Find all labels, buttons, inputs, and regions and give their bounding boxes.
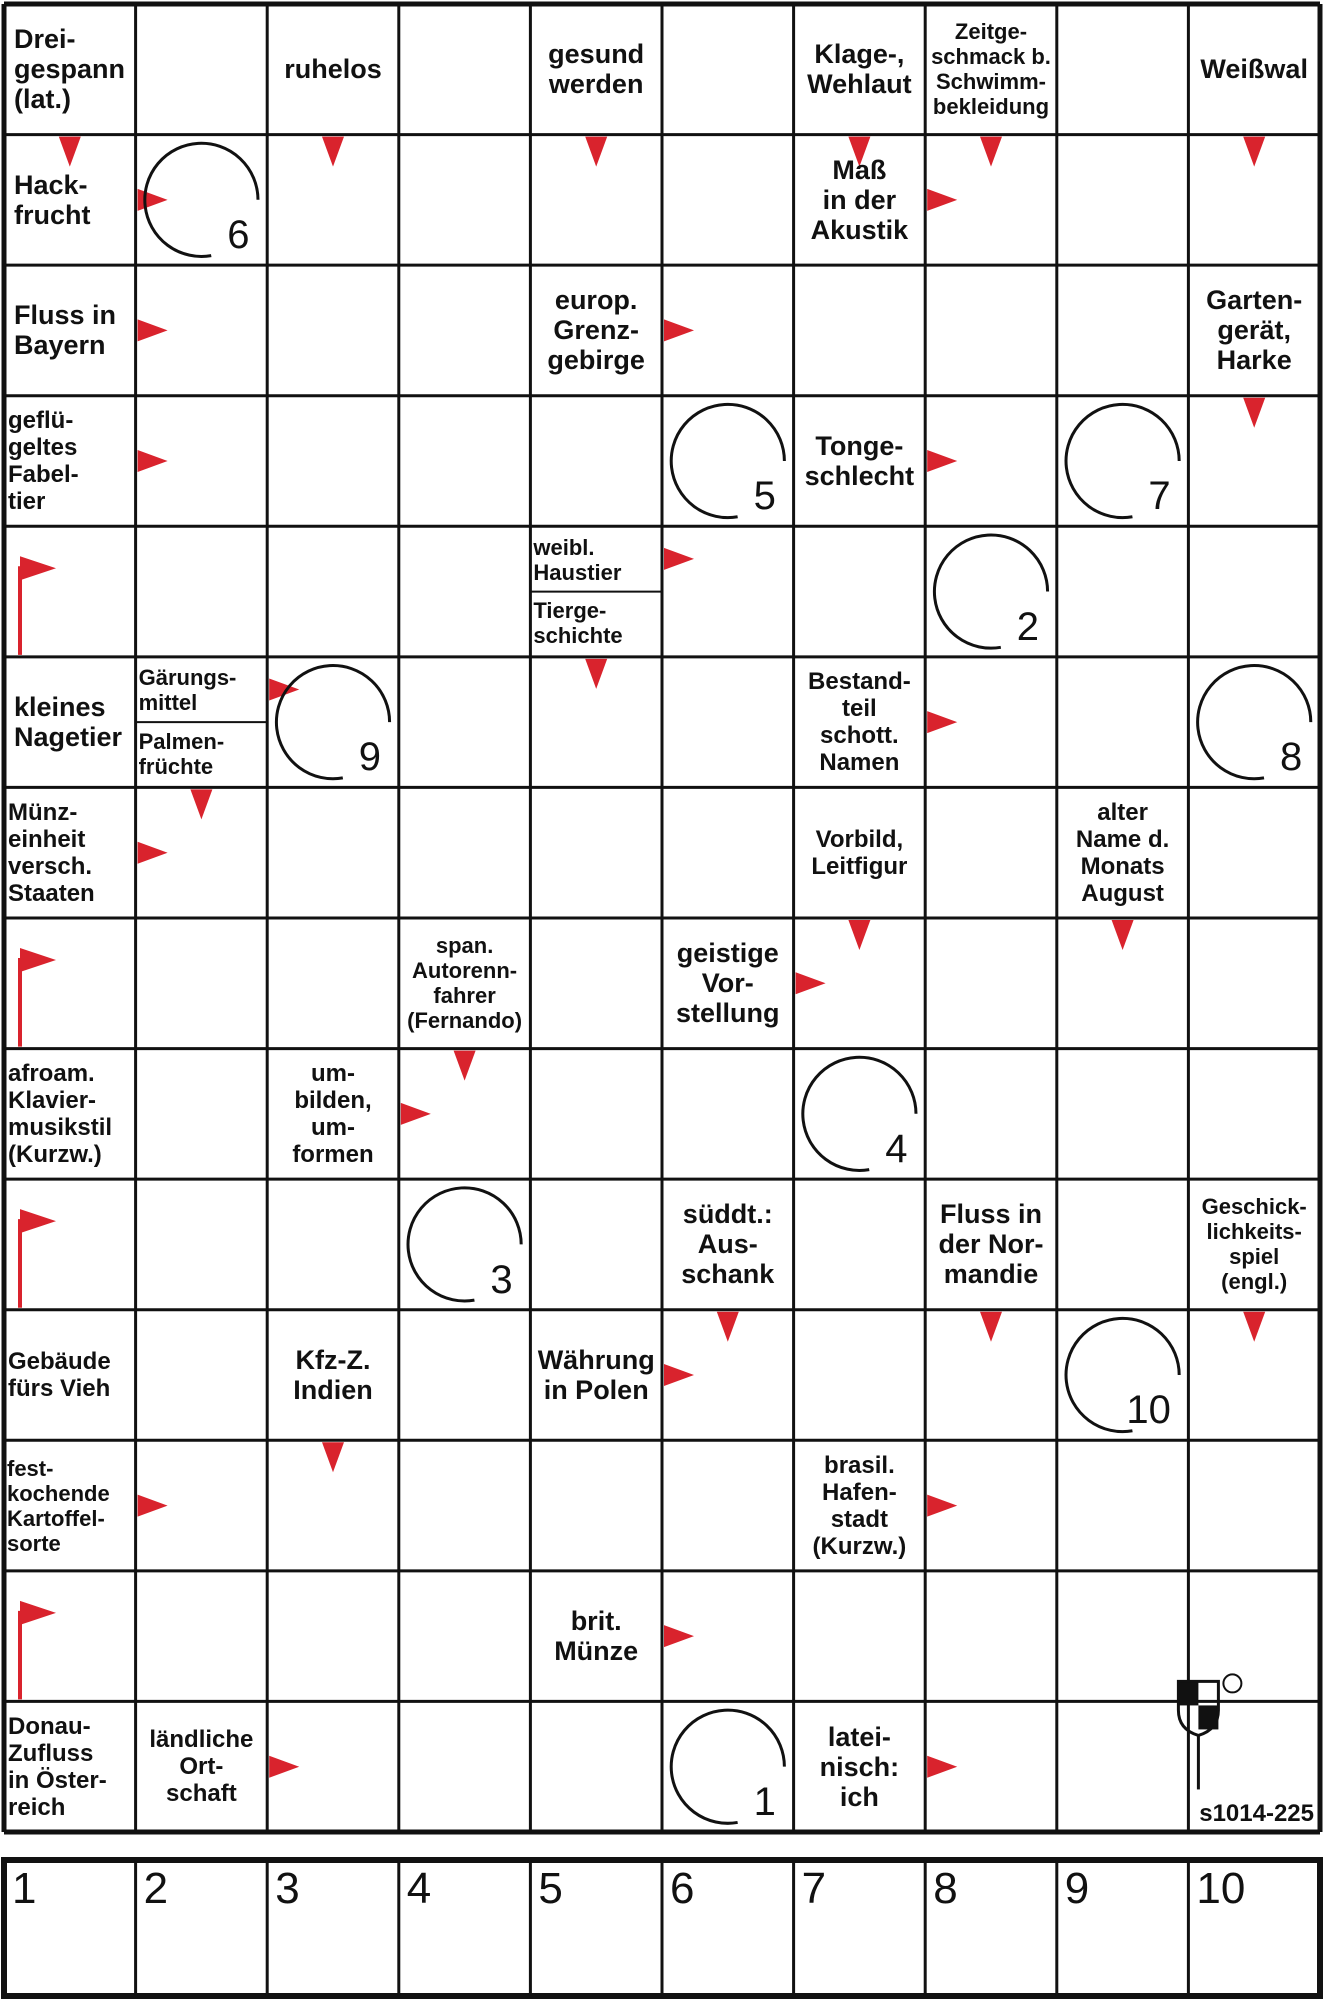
arrow-right-icon [927, 189, 957, 211]
clue-cell: geflü- geltes Fabel- tier [8, 406, 79, 515]
arrow-right-icon [401, 1103, 431, 1125]
clue-cell: Münz- einheit versch. Staaten [8, 798, 95, 907]
clue-cell: Drei- gespann (lat.) [14, 24, 126, 115]
clue-cell: Maß in der Akustik [810, 154, 909, 245]
logo-shield-icon [1178, 1681, 1198, 1705]
solution-number: 10 [1126, 1388, 1171, 1433]
clue-cell: Bestand- teil schott. Namen [808, 668, 911, 777]
arrow-down-icon [1243, 398, 1265, 428]
clue-cell: Vorbild, Leitfigur [811, 825, 908, 880]
clue-cell: latei- nisch: ich [819, 1721, 900, 1812]
arrow-right-icon [138, 189, 168, 211]
arrow-down-icon [1112, 920, 1134, 950]
clue-cell: afroam. Klavier- musikstil (Kurzw.) [8, 1059, 113, 1168]
clue-cell: Gebäude fürs Vieh [8, 1347, 111, 1402]
solution-number: 7 [1148, 474, 1171, 519]
clue-cell: süddt.: Aus- schank [681, 1199, 775, 1290]
arrow-down-icon [585, 659, 607, 689]
clue-cell: Währung in Polen [537, 1344, 655, 1405]
answer-cell-number: 8 [933, 1864, 958, 1913]
arrow-right-icon [664, 1625, 694, 1647]
solution-number: 8 [1280, 735, 1303, 780]
arrow-down-icon [980, 1312, 1002, 1342]
arrow-down-icon [454, 1051, 476, 1081]
clue-cell: Fluss in Bayern [14, 300, 117, 361]
clue-cell: alter Name d. Monats August [1075, 798, 1170, 907]
solution-number: 5 [753, 474, 776, 519]
answer-row-lines [4, 1860, 1320, 1996]
answer-cell-number: 2 [143, 1864, 169, 1913]
clue-cell: brit. Münze [554, 1606, 639, 1667]
arrow-down-icon [322, 1442, 344, 1472]
flag-arrow-icon [20, 1209, 56, 1233]
clue-cell: kleines Nagetier [14, 692, 123, 753]
answer-cell-number: 5 [538, 1864, 563, 1913]
solution-number: 2 [1016, 604, 1040, 649]
arrow-down-icon [980, 137, 1002, 167]
solution-number: 1 [753, 1780, 776, 1824]
clue-cell: Fluss in der Nor- mandie [938, 1199, 1044, 1290]
clue-cell: ländliche Ort- schaft [149, 1726, 254, 1808]
solution-number: 6 [227, 213, 250, 258]
clue-top: weibl. Haustier [533, 534, 622, 585]
clue-cell: um- bilden, um- formen [292, 1059, 374, 1168]
arrow-right-icon [138, 450, 168, 472]
arrow-right-icon [927, 1495, 957, 1517]
clue-cell: geistige Vor- stellung [676, 938, 780, 1029]
arrow-down-icon [848, 920, 870, 950]
clue-cell: Zeitge- schmack b. Schwimm- bekleidung [931, 19, 1051, 120]
answer-cell-number: 3 [275, 1864, 300, 1913]
arrow-down-icon [322, 137, 344, 167]
solution-number: 4 [885, 1127, 908, 1172]
arrow-down-icon [1243, 137, 1265, 167]
clue-cell: fest- kochende Kartoffel- sorte [7, 1455, 110, 1556]
publisher-code: s1014-225 [1199, 1800, 1314, 1827]
clue-cell: europ. Grenz- gebirge [547, 285, 645, 376]
clue-cell: Hack- frucht [14, 169, 91, 230]
arrow-right-icon [664, 319, 694, 341]
clue-cell: gesund werden [548, 39, 645, 100]
arrow-down-icon [585, 137, 607, 167]
clue-cell: Weißwal [1200, 54, 1308, 85]
flag-arrow-icon [20, 1601, 56, 1625]
clue-cell: Kfz-Z. Indien [293, 1344, 373, 1405]
solution-number: 9 [358, 735, 382, 780]
clue-bottom: Palmen- früchte [138, 728, 225, 779]
arrow-right-icon [138, 319, 168, 341]
clue-cell: Geschick- lichkeits- spiel (engl.) [1201, 1194, 1307, 1295]
answer-cell-number: 6 [670, 1864, 695, 1913]
clue-cell: brasil. Hafen- stadt (Kurzw.) [812, 1451, 907, 1560]
clue-cell: Garten- gerät, Harke [1206, 285, 1303, 376]
registered-mark-icon [1223, 1674, 1241, 1692]
crossword-grid [4, 4, 1320, 1832]
answer-cell-number: 4 [406, 1864, 432, 1913]
arrow-right-icon [927, 711, 957, 733]
answer-cell-number: 1 [12, 1864, 37, 1913]
answer-cell-number: 9 [1064, 1864, 1090, 1913]
arrow-right-icon [927, 1756, 957, 1778]
arrow-down-icon [1243, 1312, 1265, 1342]
arrow-right-icon [269, 1756, 299, 1778]
answer-cell-number: 7 [801, 1864, 827, 1913]
solution-answer-row [4, 1860, 1320, 1996]
clue-cell: span. Autorenn- fahrer (Fernando) [407, 933, 523, 1034]
arrow-right-icon [927, 450, 957, 472]
clue-bottom: Tierge- schichte [533, 598, 623, 649]
arrow-right-icon [796, 972, 826, 994]
clue-cell: ruhelos [284, 54, 382, 85]
clue-cell: Tonge- schlecht [804, 430, 915, 491]
clue-cell: Donau- Zufluss in Öster- reich [8, 1712, 107, 1821]
arrow-right-icon [138, 842, 168, 864]
arrow-right-icon [138, 1495, 168, 1517]
solution-number: 3 [490, 1257, 513, 1302]
arrow-right-icon [664, 548, 694, 570]
arrow-down-icon [717, 1312, 739, 1342]
flag-arrow-icon [20, 556, 56, 580]
flag-arrow-icon [20, 948, 56, 972]
arrow-right-icon [664, 1364, 694, 1386]
answer-cell-number: 10 [1196, 1864, 1246, 1913]
clue-top: Gärungs- mittel [138, 665, 237, 716]
arrow-down-icon [190, 789, 212, 819]
clue-cell: Klage-, Wehlaut [807, 39, 912, 100]
